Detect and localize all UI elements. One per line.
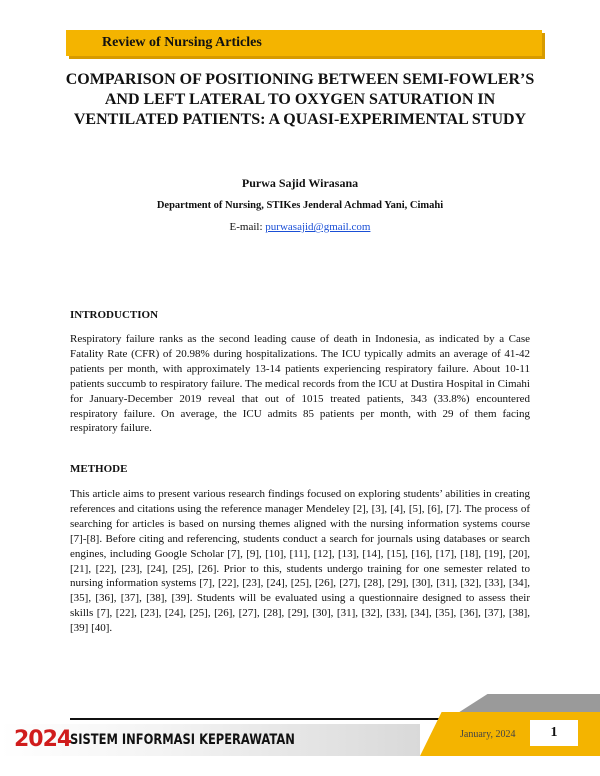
footer-date: January, 2024 [460,729,516,740]
author-name: Purwa Sajid Wirasana [241,176,359,190]
page-number: 1 [530,720,578,746]
footer-journal-name: SISTEM INFORMASI KEPERAWATAN [70,732,295,748]
author-email-line [0,221,600,233]
section-body-methode: This article aims to present various research findings focused on exploring students’ abilities in creating references and citations using the reference manager Mendeley [2], [3], [4], [5], [6], [7]. The process of searching for articles is based on nursing themes aligned with the nursing information systems course [7]-[8]. Before citing and referencing, students conduct a search for journals using databases or search engines, including Google Scholar [7], [9], [10], [11], [12], [13], [14], [15], [16], [17], [18], [19], [20], [21], [22], [23], [24], [25], [26]. Prior to this, students undergo training for one semester related to nursing information systems [7], [22], [23], [24], [25], [26], [27], [28], [29], [30], [31], [32], [33], [34], [35], [36], [37], [38], [39]. Students will be evaluated using a questionnaire designed to assess their skills [7], [22], [23], [24], [25], [26], [27], [28], [29], [30], [31], [32], [33], [34], [35], [36], [37], [38], [39] [40]. [70,488,530,635]
article-title: COMPARISON OF POSITIONING BETWEEN SEMI-FOWLER’S AND LEFT LATERAL TO OXYGEN SATURATION IN VENTILATED PATIENTS: A QUASI-EXPERIMENTAL STUDY [65,71,535,128]
author-affiliation: Department of Nursing, STIKes Jenderal Achmad Yani, Cimahi [156,200,444,211]
section-heading-introduction: INTRODUCTION [70,309,159,321]
section-heading-methode: METHODE [70,463,128,475]
email-link[interactable]: purwasajid@gmail.com [265,221,371,233]
footer-year: 2024 [14,727,72,752]
email-label: E-mail: [229,221,263,233]
section-body-introduction: Respiratory failure ranks as the second leading cause of death in Indonesia, as indicated by a Case Fatality Rate (CFR) of 20.98% during hospitalizations. The ICU typically admits an average of 41-42 patients per month, with approximately 13-14 patients experiencing respiratory failure. About 10-11 patients succumb to respiratory failure. The medical records from the ICU at Dustira Hospital in Cimahi for January-December 2019 reveal that out of 1015 treated patients, 343 (33.8%) encountered respiratory failure. On average, the ICU admits 85 patients per month, with 29 of them facing respiratory failure. [70,333,530,435]
journal-section-label: Review of Nursing Articles [102,35,262,50]
